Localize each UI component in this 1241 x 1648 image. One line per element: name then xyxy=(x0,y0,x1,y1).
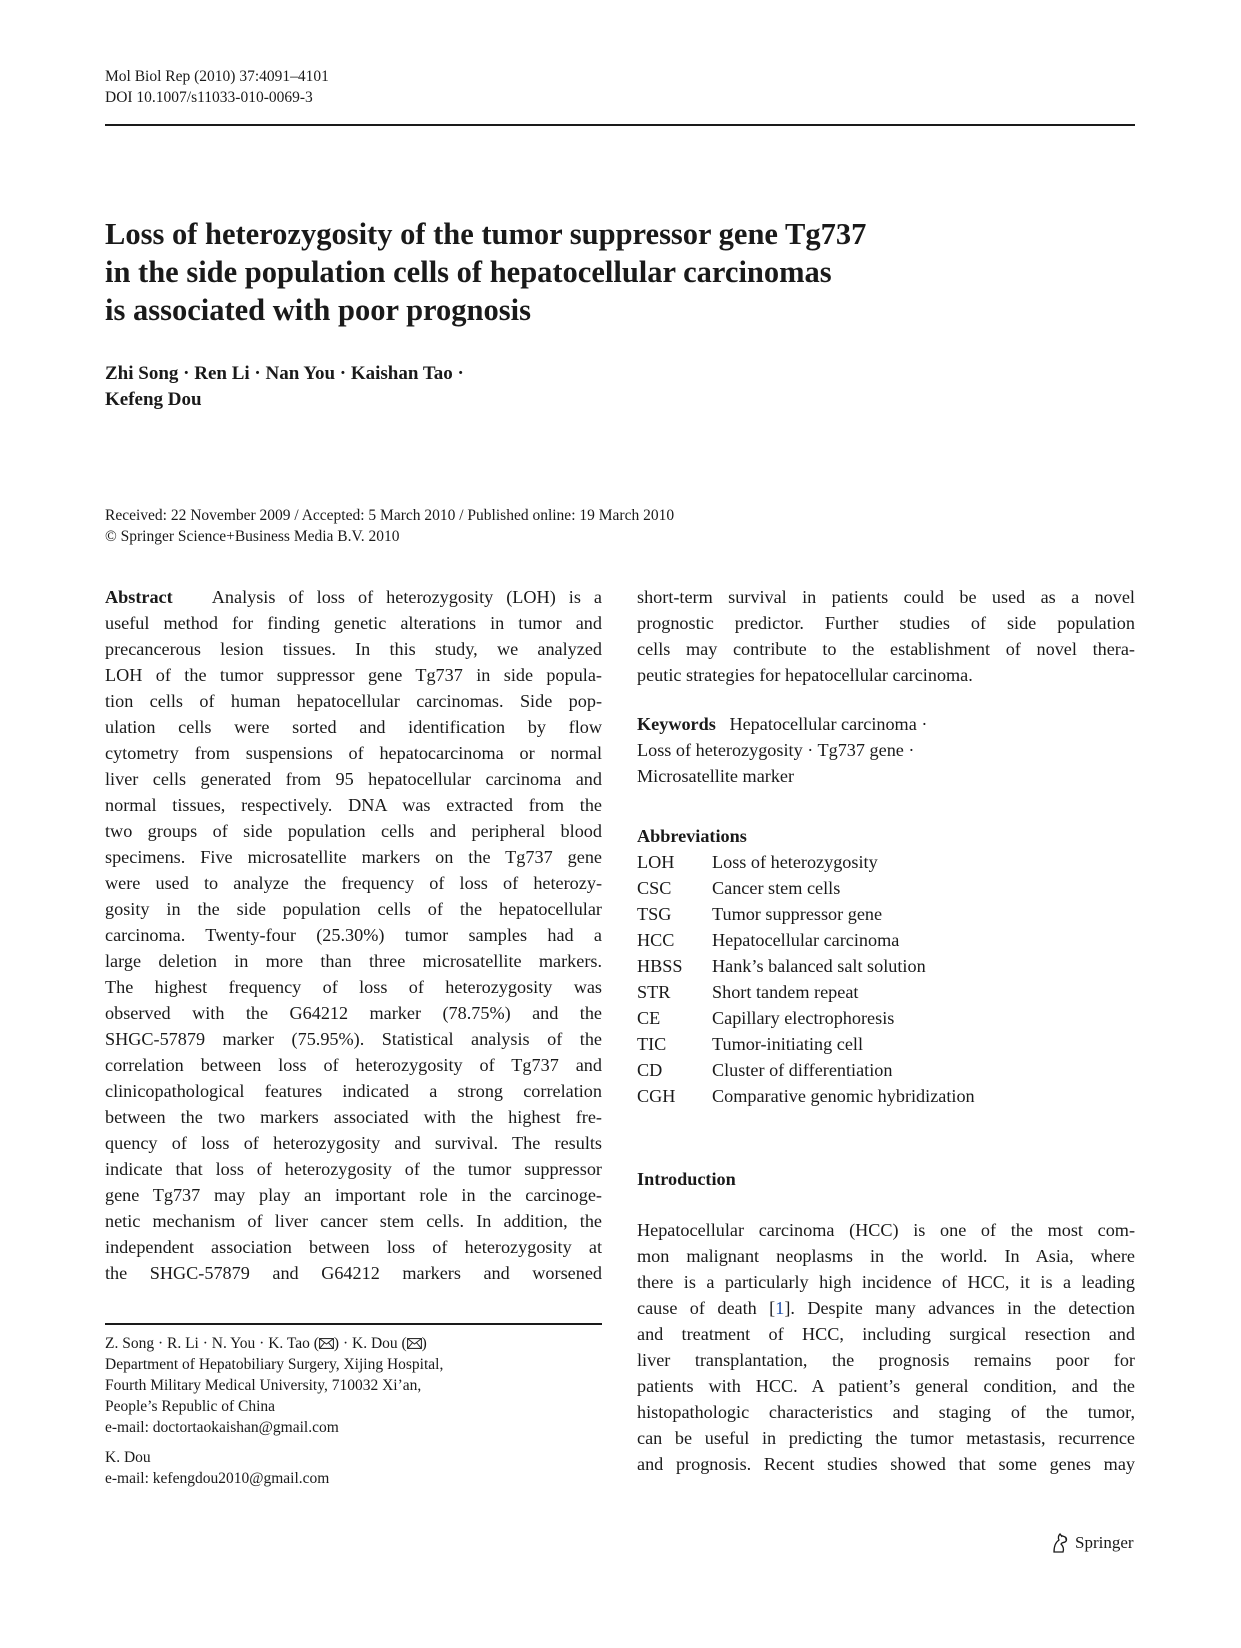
intro-text: ]. Despite many advances in the detection xyxy=(784,1298,1136,1318)
envelope-icon xyxy=(319,1338,334,1349)
abbreviations-heading: Abbreviations xyxy=(637,826,747,846)
text-line: prognostic predictor. Further studies of side population xyxy=(637,613,1135,633)
journal-citation: Mol Biol Rep (2010) 37:4091–4101 xyxy=(105,68,329,85)
header-rule xyxy=(105,124,1135,126)
envelope-icon xyxy=(407,1338,422,1349)
abstract-text: Analysis of loss of heterozygosity (LOH) is a xyxy=(211,587,603,607)
abbreviation-term: HCC xyxy=(637,930,675,950)
intro-line: Hepatocellular carcinoma (HCC) is one of the most com- xyxy=(637,1220,1135,1240)
text-line: histopathologic characteristics and staging of the tumor, xyxy=(637,1402,1135,1422)
introduction-heading: Introduction xyxy=(637,1169,736,1189)
abbreviation-term: CGH xyxy=(637,1086,676,1106)
abbreviation-definition: Short tandem repeat xyxy=(712,982,859,1002)
text-line: liver transplantation, the prognosis remains poor for xyxy=(637,1350,1135,1370)
abbreviation-row xyxy=(637,1083,1135,1109)
affiliation-line: People’s Republic of China xyxy=(105,1398,276,1415)
text-line: The highest frequency of loss of heterozygosity was xyxy=(105,977,602,997)
abbreviation-term: CD xyxy=(637,1060,663,1080)
keywords xyxy=(637,711,1135,789)
abbreviation-definition: Cancer stem cells xyxy=(712,878,841,898)
abbreviation-definition: Cluster of differentiation xyxy=(712,1060,893,1080)
text-line: precancerous lesion tissues. In this study, we analyzed xyxy=(105,639,602,659)
abbreviation-term: HBSS xyxy=(637,956,683,976)
affiliation-line: Department of Hepatobiliary Surgery, Xijing Hospital, xyxy=(105,1356,444,1373)
doi: DOI 10.1007/s11033-010-0069-3 xyxy=(105,89,313,106)
abbreviation-definition: Capillary electrophoresis xyxy=(712,1008,895,1028)
abbreviation-row xyxy=(637,953,1135,979)
publication-dates xyxy=(105,505,674,547)
title-line: in the side population cells of hepatocellular carcinomas xyxy=(105,255,832,289)
abbreviation-definition: Hank’s balanced salt solution xyxy=(712,956,926,976)
text-line: useful method for finding genetic alterations in tumor and xyxy=(105,613,602,633)
footnote-author2: K. Dou xyxy=(105,1449,151,1466)
publisher-logo xyxy=(1050,1532,1134,1554)
keywords-line: Microsatellite marker xyxy=(637,766,795,786)
abbreviations xyxy=(637,823,1135,1109)
abbreviation-row xyxy=(637,1031,1135,1057)
abstract-continued xyxy=(637,584,1135,662)
springer-horse-icon xyxy=(1050,1532,1070,1554)
abbreviation-definition: Tumor suppressor gene xyxy=(712,904,883,924)
text-line: quency of loss of heterozygosity and survival. The results xyxy=(105,1133,602,1153)
text-line: and prognosis. Recent studies showed that some genes may xyxy=(637,1454,1135,1474)
keywords-heading: Keywords xyxy=(637,714,716,734)
intro-line: there is a particularly high incidence of HCC, it is a leading xyxy=(637,1272,1135,1292)
text-line: patients with HCC. A patient’s general condition, and the xyxy=(637,1376,1135,1396)
abstract-first-line xyxy=(105,584,602,610)
text-line: carcinoma. Twenty-four (25.30%) tumor samples had a xyxy=(105,925,602,945)
intro-line: mon malignant neoplasms in the world. In Asia, where xyxy=(637,1246,1135,1266)
journal-header xyxy=(105,66,329,108)
text-line: gosity in the side population cells of the hepatocellular xyxy=(105,899,602,919)
copyright: © Springer Science+Business Media B.V. 2010 xyxy=(105,528,400,545)
text-line: tion cells of human hepatocellular carcinomas. Side pop- xyxy=(105,691,602,711)
keywords-line: Loss of heterozygosity · Tg737 gene · xyxy=(637,740,915,760)
author-footnote xyxy=(105,1333,443,1489)
abbreviation-definition: Tumor-initiating cell xyxy=(712,1034,864,1054)
intro-line xyxy=(637,1295,1135,1321)
email-link[interactable]: e-mail: doctortaokaishan@gmail.com xyxy=(105,1419,339,1436)
text-line: specimens. Five microsatellite markers on the Tg737 gene xyxy=(105,847,602,867)
title-line: is associated with poor prognosis xyxy=(105,293,531,327)
text-line: short-term survival in patients could be used as a novel xyxy=(637,587,1135,607)
text-line: correlation between loss of heterozygosity of Tg737 and xyxy=(105,1055,602,1075)
abbreviation-definition: Loss of heterozygosity xyxy=(712,852,878,872)
text-line: clinicopathological features indicated a strong correlation xyxy=(105,1081,602,1101)
intro-text: cause of death [ xyxy=(637,1298,776,1318)
footnote-authors-text: Z. Song · R. Li · N. You · K. Tao ( xyxy=(105,1335,319,1352)
text-line: independent association between loss of heterozygosity at xyxy=(105,1237,602,1257)
text-line: gene Tg737 may play an important role in the carcinoge- xyxy=(105,1185,602,1205)
abbreviation-row xyxy=(637,979,1135,1005)
abstract-heading: Abstract xyxy=(105,587,173,607)
text-line: netic mechanism of liver cancer stem cells. In addition, the xyxy=(105,1211,602,1231)
text-line: the SHGC-57879 and G64212 markers and worsened xyxy=(105,1263,602,1283)
intro-rest xyxy=(637,1321,1135,1477)
publisher-name: Springer xyxy=(1075,1533,1134,1552)
keywords-line xyxy=(637,711,1135,737)
text-line: LOH of the tumor suppressor gene Tg737 in side popula- xyxy=(105,665,602,685)
right-column xyxy=(637,584,1135,1477)
text-line: can be useful in predicting the tumor metastasis, recurrence xyxy=(637,1428,1135,1448)
date-history: Received: 22 November 2009 / Accepted: 5 March 2010 / Published online: 19 March 2010 xyxy=(105,507,675,524)
text-line: cells may contribute to the establishment of novel thera- xyxy=(637,639,1135,659)
text-line: SHGC-57879 marker (75.95%). Statistical analysis of the xyxy=(105,1029,602,1049)
article-title xyxy=(105,215,1135,329)
text-line: ulation cells were sorted and identification by flow xyxy=(105,717,602,737)
affiliation-line: Fourth Military Medical University, 710032 Xi’an, xyxy=(105,1377,422,1394)
abbreviation-row xyxy=(637,927,1135,953)
text-line: two groups of side population cells and peripheral blood xyxy=(105,821,602,841)
text-line: large deletion in more than three microsatellite markers. xyxy=(105,951,602,971)
abbreviation-row xyxy=(637,1057,1135,1083)
abbreviation-term: LOH xyxy=(637,852,675,872)
text-line: were used to analyze the frequency of loss of heterozy- xyxy=(105,873,602,893)
abbreviation-term: CSC xyxy=(637,878,672,898)
title-line: Loss of heterozygosity of the tumor suppressor gene Tg737 xyxy=(105,217,867,251)
author-line: Zhi Song · Ren Li · Nan You · Kaishan Tao · xyxy=(105,363,464,384)
text-line: between the two markers associated with the highest fre- xyxy=(105,1107,602,1127)
keyword: Hepatocellular carcinoma · xyxy=(729,714,928,734)
text-line: and treatment of HCC, including surgical resection and xyxy=(637,1324,1135,1344)
text-line: indicate that loss of heterozygosity of the tumor suppressor xyxy=(105,1159,602,1179)
abbreviation-list xyxy=(637,849,1135,1109)
abbreviation-definition: Comparative genomic hybridization xyxy=(712,1086,975,1106)
abstract-body xyxy=(105,610,602,1286)
abstract xyxy=(105,584,602,1286)
abbreviation-term: STR xyxy=(637,982,671,1002)
abbreviation-row xyxy=(637,1005,1135,1031)
abstract-last-line: peutic strategies for hepatocellular carcinoma. xyxy=(637,665,973,685)
introduction-body xyxy=(637,1217,1135,1477)
text-line: normal tissues, respectively. DNA was extracted from the xyxy=(105,795,602,815)
citation-link[interactable]: 1 xyxy=(775,1298,785,1318)
text-line: cytometry from suspensions of hepatocarcinoma or normal xyxy=(105,743,602,763)
abbreviation-definition: Hepatocellular carcinoma xyxy=(712,930,900,950)
abbreviation-term: TIC xyxy=(637,1034,667,1054)
footnote-rule xyxy=(105,1323,602,1325)
email-link[interactable]: e-mail: kefengdou2010@gmail.com xyxy=(105,1470,330,1487)
text-line: liver cells generated from 95 hepatocellular carcinoma and xyxy=(105,769,602,789)
footnote-authors xyxy=(105,1333,443,1354)
text-line: observed with the G64212 marker (78.75%) and the xyxy=(105,1003,602,1023)
abbreviation-row xyxy=(637,875,1135,901)
author-line: Kefeng Dou xyxy=(105,389,202,410)
abbreviation-term: TSG xyxy=(637,904,672,924)
author-list xyxy=(105,361,464,413)
abbreviation-row xyxy=(637,849,1135,875)
abbreviation-row xyxy=(637,901,1135,927)
abbreviation-term: CE xyxy=(637,1008,661,1028)
footnote-authors-text: ) xyxy=(421,1335,427,1352)
footnote-authors-text: ) · K. Dou ( xyxy=(333,1335,407,1352)
